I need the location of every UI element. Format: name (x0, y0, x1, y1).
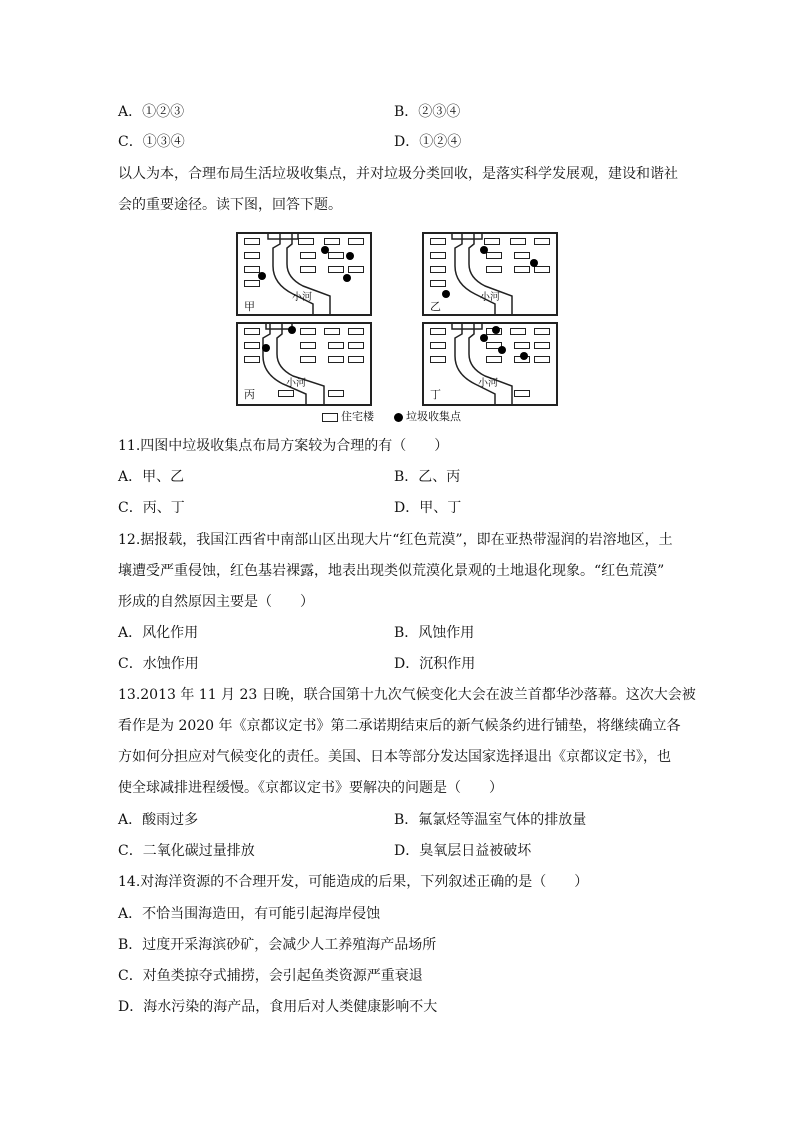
q11-option-c: C．丙、丁 (118, 500, 185, 516)
legend-building-label: 住宅楼 (341, 410, 374, 423)
building-legend-icon (322, 413, 338, 422)
river-shape (238, 324, 370, 404)
river-label: 小河 (286, 378, 306, 389)
q13-stem-line-1: 13.2013 年 11 月 23 日晚，联合国第十九次气候变化大会在波兰首都华沙落幕。这次大会被 (118, 687, 696, 703)
q11-option-d: D．甲、丁 (394, 500, 462, 516)
panel-label: 丙 (244, 388, 255, 401)
map-panel-ding (422, 322, 558, 406)
q13-stem-line-3: 方如何分担应对气候变化的责任。美国、日本等部分发达国家选择退出《京都议定书》，也 (118, 749, 671, 765)
q13-stem-line-2: 看作是为 2020 年《京都议定书》第二承诺期结束后的新气候条约进行铺垫，将继续确立各 (118, 718, 681, 734)
q12-option-a: A．风化作用 (118, 625, 199, 641)
q12-option-b: B．风蚀作用 (394, 625, 475, 641)
map-panel-jia (236, 232, 372, 316)
q13-stem-line-4: 使全球减排进程缓慢。《京都议定书》要解决的问题是（ ） (118, 780, 503, 796)
panel-label: 甲 (244, 300, 255, 313)
q11-option-a: A．甲、乙 (118, 469, 185, 485)
q12-stem-line-2: 壤遭受严重侵蚀，红色基岩裸露，地表出现类似荒漠化景观的土地退化现象。“红色荒漠” (118, 563, 665, 579)
intro-line-2: 会的重要途径。读下图，回答下题。 (118, 197, 342, 213)
q12-option-c: C．水蚀作用 (118, 656, 199, 672)
q14-option-b: B．过度开采海滨砂矿，会减少人工养殖海产品场所 (118, 937, 437, 953)
figure-legend (322, 408, 461, 424)
q14-stem: 14.对海洋资源的不合理开发，可能造成的后果，下列叙述正确的是（ ） (118, 874, 589, 890)
map-panel-bing (236, 322, 372, 406)
q13-option-a: A．酸雨过多 (118, 812, 199, 828)
map-panel-yi (422, 232, 558, 316)
q12-option-d: D．沉积作用 (394, 656, 476, 672)
q13-option-d: D．臭氧层日益被破坏 (394, 843, 532, 859)
river-label: 小河 (292, 292, 312, 303)
q13-option-c: C．二氧化碳过量排放 (118, 843, 255, 859)
q10-option-a: A．①②③ (118, 104, 185, 120)
intro-line-1: 以人为本，合理布局生活垃圾收集点，并对垃圾分类回收，是落实科学发展观，建设和谐社 (118, 166, 678, 182)
river-shape (424, 324, 556, 404)
q14-option-c: C．对鱼类掠夺式捕捞，会引起鱼类资源严重衰退 (118, 968, 423, 984)
q11-option-b: B．乙、丙 (394, 469, 461, 485)
panel-label: 丁 (430, 388, 441, 401)
q10-option-d: D．①②④ (394, 134, 462, 150)
q14-option-d: D．海水污染的海产品，食用后对人类健康影响不大 (118, 999, 438, 1015)
garbage-layout-figure (232, 228, 564, 428)
q11-stem: 11.四图中垃圾收集点布局方案较为合理的有（ ） (118, 438, 449, 454)
collection-point-legend-icon (394, 413, 403, 422)
q10-option-b: B．②③④ (394, 104, 461, 120)
river-label: 小河 (478, 378, 498, 389)
q12-stem-line-3: 形成的自然原因主要是（ ） (118, 594, 314, 610)
q12-stem-line-1: 12.据报载，我国江西省中南部山区出现大片“红色荒漠”，即在亚热带湿润的岩溶地区，土 (118, 532, 673, 548)
q13-option-b: B．氟氯烃等温室气体的排放量 (394, 812, 587, 828)
river-label: 小河 (480, 292, 500, 303)
panel-label: 乙 (430, 300, 441, 313)
legend-collection-label: 垃圾收集点 (406, 410, 461, 423)
q10-option-c: C．①③④ (118, 134, 185, 150)
q14-option-a: A．不恰当围海造田，有可能引起海岸侵蚀 (118, 906, 381, 922)
